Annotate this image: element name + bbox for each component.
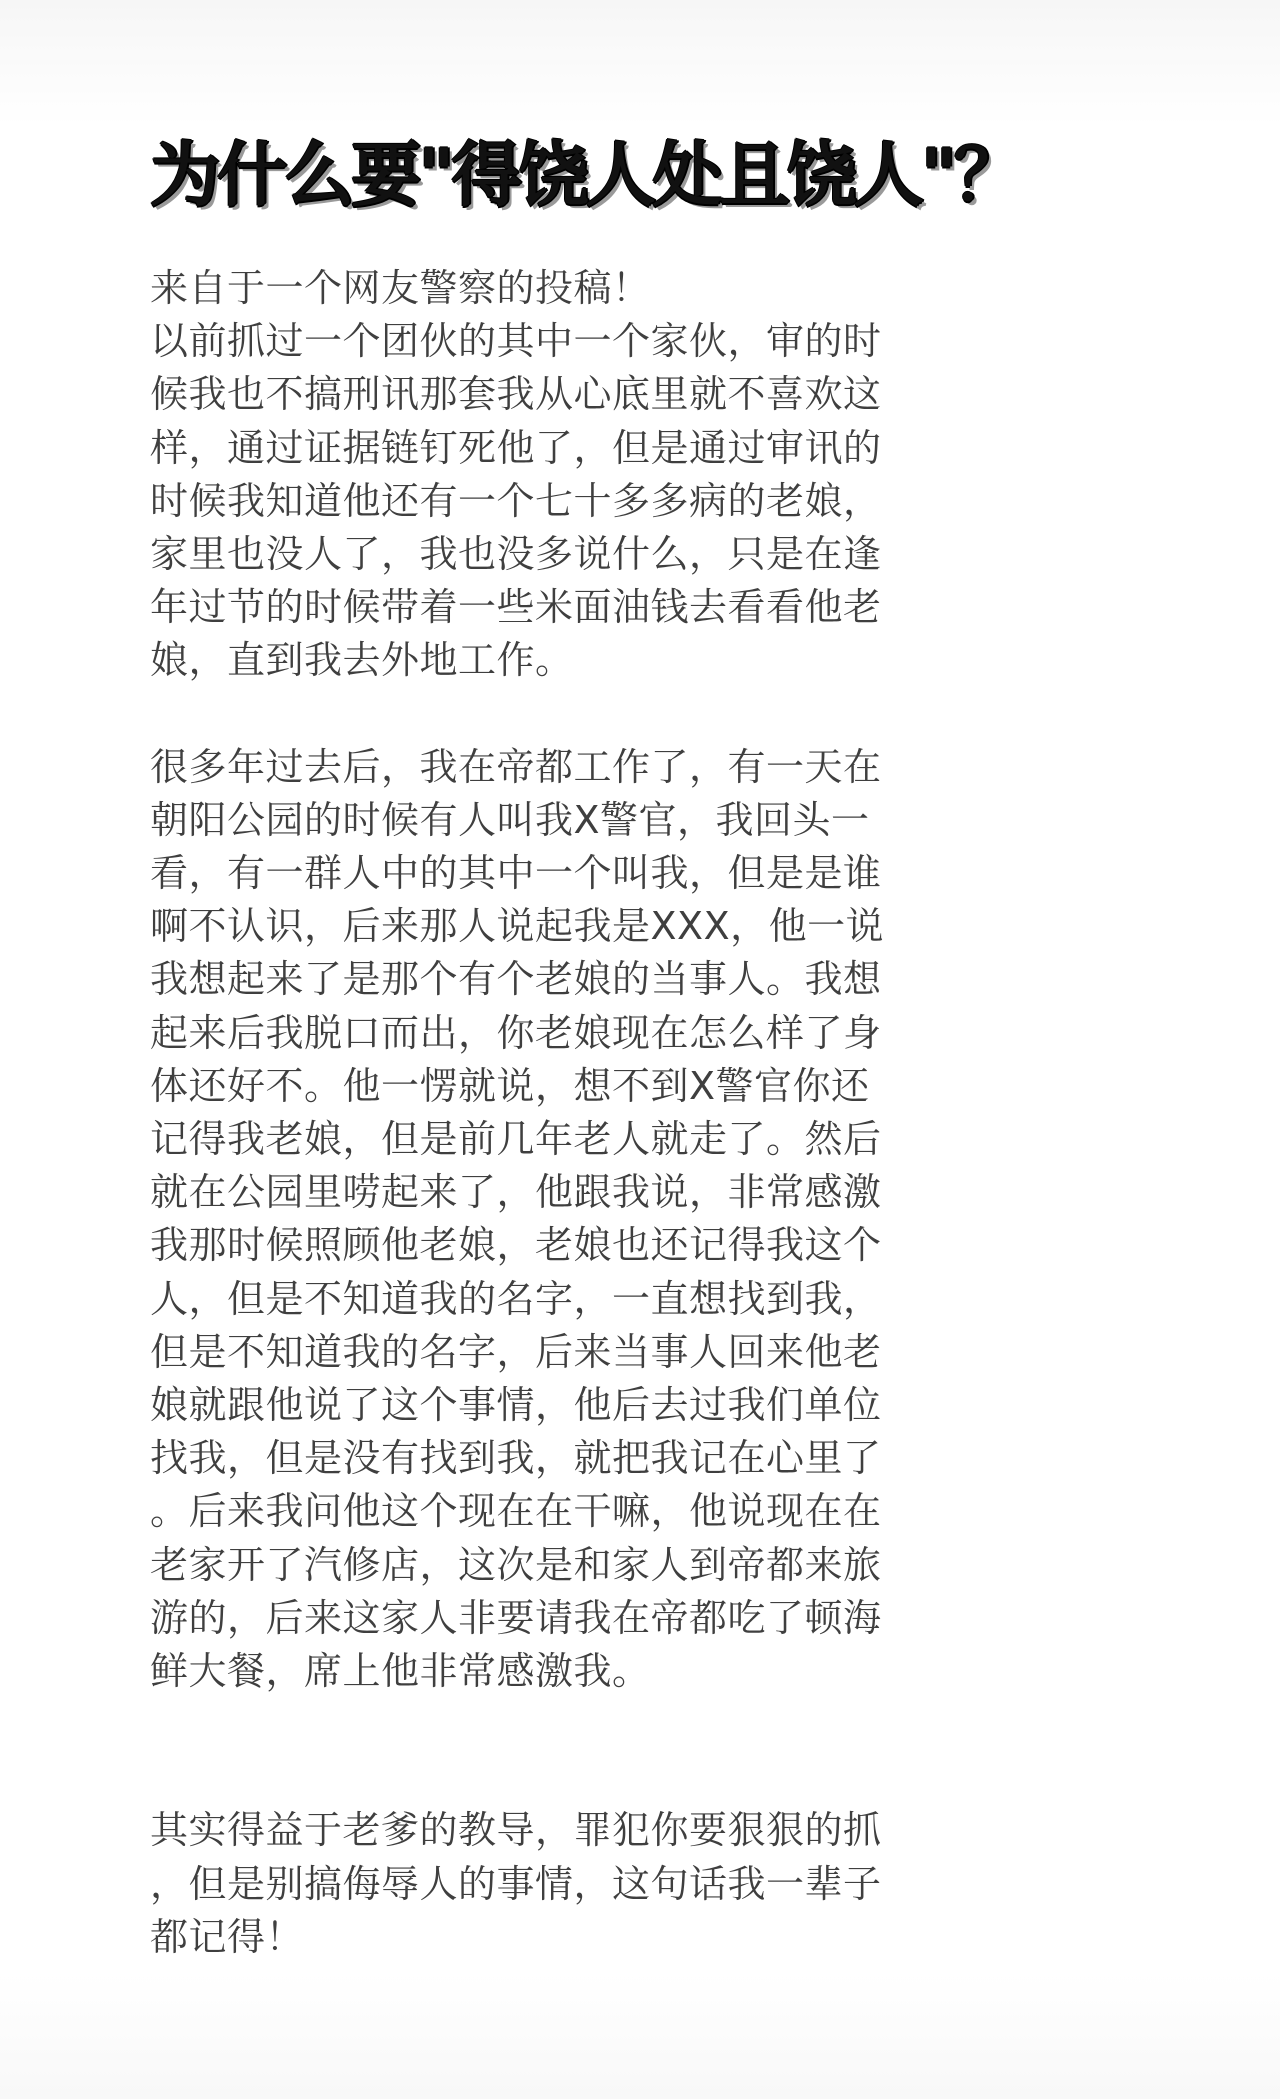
text-line: 家里也没人了，我也没多说什么，只是在逢 bbox=[150, 531, 882, 576]
text-line: 都记得！ bbox=[150, 1914, 305, 1959]
text-line: 我那时候照顾他老娘，老娘也还记得我这个 bbox=[150, 1223, 882, 1268]
article-body bbox=[150, 262, 930, 1964]
paragraph-1 bbox=[150, 262, 930, 688]
text-line: 起来后我脱口而出，你老娘现在怎么样了身 bbox=[150, 1010, 882, 1055]
text-line: 游的，后来这家人非要请我在帝都吃了顿海 bbox=[150, 1595, 882, 1640]
text-line: 但是不知道我的名字，后来当事人回来他老 bbox=[150, 1329, 882, 1374]
text-line: 年过节的时候带着一些米面油钱去看看他老 bbox=[150, 585, 882, 630]
text-line: 样，通过证据链钉死他了，但是通过审讯的 bbox=[150, 425, 882, 470]
text-line: 就在公园里唠起来了，他跟我说，非常感激 bbox=[150, 1170, 882, 1215]
paragraph-2 bbox=[150, 741, 930, 1698]
text-line: 人，但是不知道我的名字，一直想找到我， bbox=[150, 1276, 882, 1321]
paragraph-spacer bbox=[150, 1698, 930, 1804]
text-line: 。后来我问他这个现在在干嘛，他说现在在 bbox=[150, 1489, 882, 1534]
text-line: 时候我知道他还有一个七十多多病的老娘， bbox=[150, 478, 882, 523]
text-line: 啊不认识，后来那人说起我是XXX，他一说 bbox=[150, 904, 885, 949]
text-line: ，但是别搞侮辱人的事情，这句话我一辈子 bbox=[150, 1861, 882, 1906]
paragraph-spacer bbox=[150, 688, 930, 741]
text-line: 候我也不搞刑讯那套我从心底里就不喜欢这 bbox=[150, 372, 882, 417]
text-line: 我想起来了是那个有个老娘的当事人。我想 bbox=[150, 957, 882, 1002]
text-line: 找我，但是没有找到我，就把我记在心里了 bbox=[150, 1436, 882, 1481]
text-line: 鲜大餐，席上他非常感激我。 bbox=[150, 1648, 651, 1693]
text-line: 以前抓过一个团伙的其中一个家伙，审的时 bbox=[150, 319, 882, 364]
article-title: 为什么要"得饶人处且饶人"？ bbox=[150, 134, 1021, 216]
text-line: 娘，直到我去外地工作。 bbox=[150, 638, 574, 683]
paragraph-3 bbox=[150, 1804, 930, 1964]
text-line: 朝阳公园的时候有人叫我X警官，我回头一 bbox=[150, 797, 870, 842]
text-line: 看，有一群人中的其中一个叫我，但是是谁 bbox=[150, 851, 882, 896]
text-line: 体还好不。他一愣就说，想不到X警官你还 bbox=[150, 1063, 870, 1108]
text-line: 来自于一个网友警察的投稿！ bbox=[150, 266, 651, 310]
text-line: 很多年过去后，我在帝都工作了，有一天在 bbox=[150, 744, 882, 789]
text-line: 娘就跟他说了这个事情，他后去过我们单位 bbox=[150, 1382, 882, 1427]
text-line: 老家开了汽修店，这次是和家人到帝都来旅 bbox=[150, 1542, 882, 1587]
text-line: 记得我老娘，但是前几年老人就走了。然后 bbox=[150, 1117, 882, 1161]
text-line: 其实得益于老爹的教导，罪犯你要狠狠的抓 bbox=[150, 1808, 882, 1853]
